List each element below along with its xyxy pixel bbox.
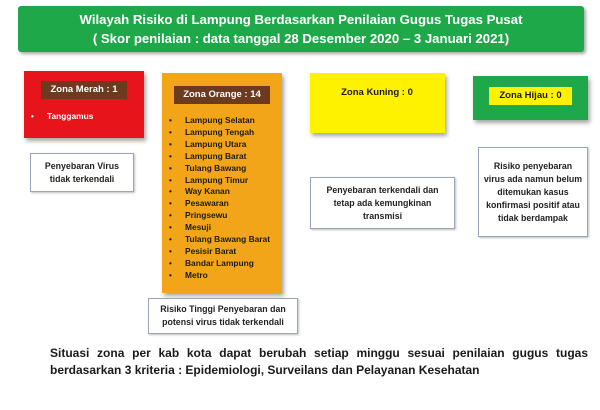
zone-merah-label: Zona Merah : 1 (41, 81, 127, 99)
zone-hijau-note: Risiko penyebaran virus ada namun belum ditemukan kasus konfirmasi positif atau tidak berdampak (478, 147, 588, 237)
zone-merah-note: Penyebaran Virus tidak terkendali (30, 153, 134, 192)
list-item: • Mesuji (168, 222, 270, 234)
zone-merah-box (24, 71, 144, 138)
zone-kuning-note: Penyebaran terkendali dan tetap ada kemungkinan transmisi (310, 177, 455, 229)
list-item: • Lampung Timur (168, 175, 270, 187)
footer-text: Situasi zona per kab kota dapat berubah setiap minggu sesuai penilaian gugus tugas berdasarkan 3 kriteria : Epidemiologi, Surveilans dan Pelayanan Kesehatan (50, 346, 588, 377)
list-item: • Lampung Barat (168, 151, 270, 163)
list-item: • Tulang Bawang (168, 163, 270, 175)
list-item: • Pringsewu (168, 210, 270, 222)
zone-kuning-box (310, 73, 445, 133)
list-item: • Lampung Utara (168, 139, 270, 151)
list-item: • Metro (168, 270, 270, 282)
list-item: • Lampung Tengah (168, 127, 270, 139)
list-item: • Bandar Lampung (168, 258, 270, 270)
zone-orange-box (162, 73, 282, 293)
list-item: • Tanggamus (30, 111, 93, 123)
header-banner (18, 6, 584, 52)
list-item: • Lampung Selatan (168, 115, 270, 127)
zone-orange-label: Zona Orange : 14 (174, 86, 270, 104)
zone-merah-list (30, 111, 93, 123)
zone-kuning-label: Zona Kuning : 0 (330, 84, 424, 102)
zone-hijau-box (473, 76, 588, 120)
list-item: • Pesisir Barat (168, 246, 270, 258)
zone-orange-note: Risiko Tinggi Penyebaran dan potensi virus tidak terkendali (148, 298, 298, 334)
zone-orange-list (168, 115, 270, 282)
list-item: • Tulang Bawang Barat (168, 234, 270, 246)
header-title: Wilayah Risiko di Lampung Berdasarkan Penilaian Gugus Tugas Pusat (79, 12, 523, 27)
list-item: • Way Kanan (168, 186, 270, 198)
zone-hijau-label: Zona Hijau : 0 (489, 87, 572, 105)
header-subtitle: ( Skor penilaian : data tanggal 28 Desember 2020 – 3 Januari 2021) (92, 31, 510, 46)
list-item: • Pesawaran (168, 198, 270, 210)
